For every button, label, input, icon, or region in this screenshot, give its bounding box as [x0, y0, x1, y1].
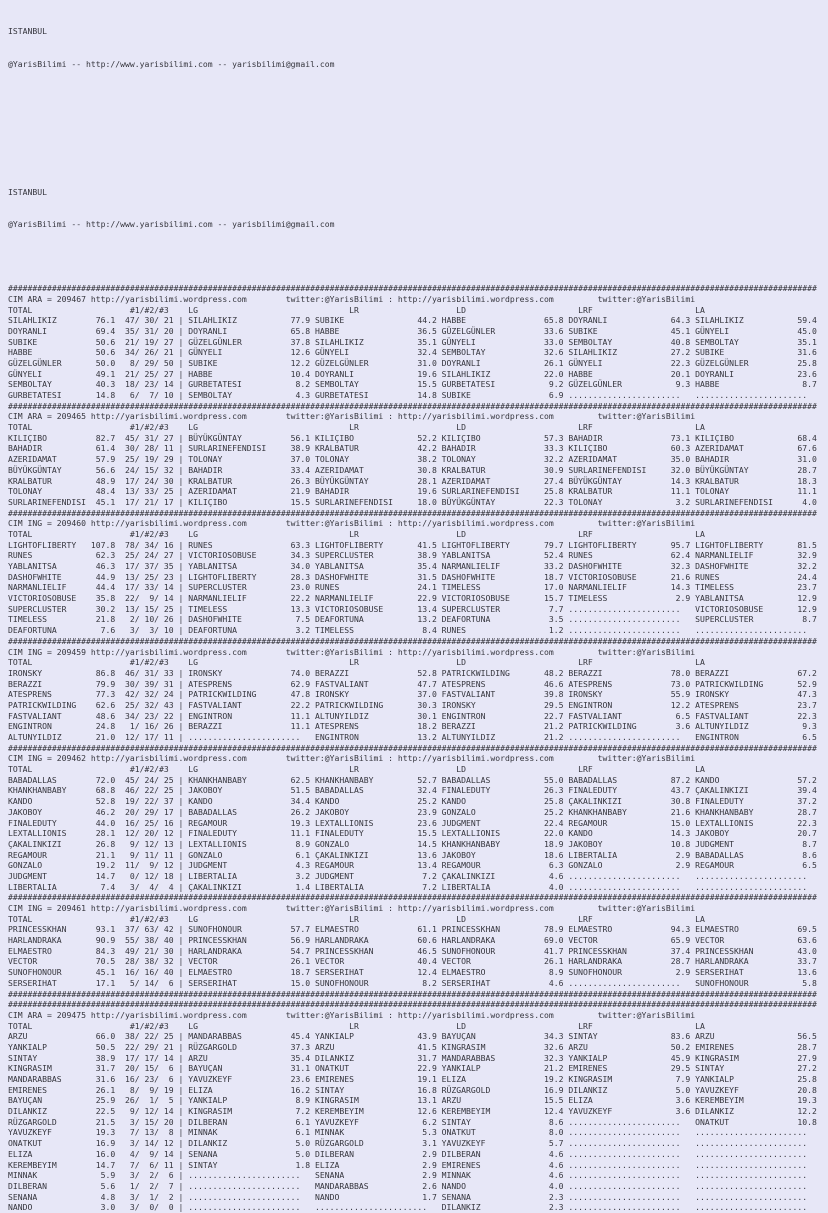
stats-row: YABLANITSA 46.3 17/ 37/ 35 | YABLANITSA 34.0 YABLANITSA 35.4 NARMANLIELIF 33.2 DASHOFWHITE 32.3 DASHOFWHITE 32.2 — [8, 561, 817, 572]
stats-row: MANDARABBAS 31.6 16/ 23/ 6 | YAVUZKEYF 23.6 EMIRENES 19.1 ELIZA 19.2 KINGRASIM 7.9 YANKIALP 25.8 — [8, 1074, 817, 1085]
stats-row: SUNOFHONOUR 45.1 16/ 16/ 40 | ELMAESTRO 18.7 SERSERIHAT 12.4 ELMAESTRO 8.9 SUNOFHONOUR 2.9 SERSERIHAT 13.6 — [8, 967, 817, 978]
block-header: CIM ING = 209462 http://yarisbilimi.wordpress.com twitter:@YarisBilimi : http://yarisbilimi.wordpress.com twitter:@YarisBilimi — [8, 753, 696, 764]
stats-row: RÜZGARGOLD 21.5 3/ 15/ 20 | DILBERAN 6.1 YAVUZKEYF 6.2 SINTAY 8.6 ....................... ONATKUT 10.8 — [8, 1116, 817, 1127]
stats-row: YAVUZKEYF 19.3 7/ 13/ 8 | MINNAK 6.1 MINNAK 5.3 ONATKUT 8.0 ....................... ....................... — [8, 1127, 808, 1138]
stats-row: BABADALLAS 72.0 45/ 24/ 25 | KHANKHANBABY 62.5 KHANKHANBABY 52.7 BABADALLAS 55.0 BABADALLAS 87.2 KANDO 57.2 — [8, 774, 817, 785]
stats-row: AZERIDAMAT 57.9 25/ 19/ 29 | TOLONAY 37.0 TOLONAY 38.2 TOLONAY 32.2 AZERIDAMAT 35.0 BAHADIR 31.0 — [8, 454, 817, 465]
stats-blocks — [8, 283, 828, 1213]
blank-line — [8, 123, 828, 134]
stats-row: KHANKHANBABY 68.8 46/ 22/ 25 | JAKOBOY 51.5 BABADALLAS 32.4 FINALEDUTY 26.3 FINALEDUTY 43.7 ÇAKALINKIZI 39.4 — [8, 785, 817, 796]
column-header-row: TOTAL #1/#2/#3 LG LR LD LRF LA — [8, 1020, 705, 1031]
stats-row: BÜYÜKGÜNTAY 56.6 24/ 15/ 32 | BAHADIR 33.4 AZERIDAMAT 30.8 KRALBATUR 30.9 SURLARINEFENDISI 32.0 BÜYÜKGÜNTAY 28.7 — [8, 464, 817, 475]
stats-row: ATESPRENS 77.3 42/ 32/ 24 | PATRICKWILDING 47.8 IRONSKY 37.0 FASTVALIANT 39.8 IRONSKY 55.9 IRONSKY 47.3 — [8, 689, 817, 700]
stats-row: PATRICKWILDING 62.6 25/ 32/ 43 | FASTVALIANT 22.2 PATRICKWILDING 30.3 IRONSKY 29.5 ENGINTRON 12.2 ATESPRENS 23.7 — [8, 699, 817, 710]
column-header-row: TOTAL #1/#2/#3 LG LR LD LRF LA — [8, 764, 705, 775]
stats-row: HABBE 50.6 34/ 26/ 21 | GÜNYELI 12.6 GÜNYELI 32.4 SEMBOLTAY 32.6 SILAHLIKIZ 27.2 SUBIKE 31.6 — [8, 347, 817, 358]
stats-row: KINGRASIM 31.7 20/ 15/ 6 | BAYUÇAN 31.1 ONATKUT 22.9 YANKIALP 21.2 EMIRENES 29.5 SINTAY 27.2 — [8, 1063, 817, 1074]
stats-row: FINALEDUTY 44.0 16/ 25/ 16 | REGAMOUR 19.3 LEXTALLIONIS 23.6 JUDGMENT 22.4 REGAMOUR 15.0 LEXTALLIONIS 22.3 — [8, 817, 817, 828]
stats-row: ARZU 66.0 38/ 22/ 25 | MANDARABBAS 45.4 YANKIALP 43.9 BAYUÇAN 34.3 SINTAY 83.6 ARZU 56.5 — [8, 1031, 817, 1042]
stats-row: KANDO 52.8 19/ 22/ 37 | KANDO 34.4 KANDO 25.2 KANDO 25.8 ÇAKALINKIZI 30.8 FINALEDUTY 37.2 — [8, 796, 817, 807]
stats-row: ENGINTRON 24.8 1/ 16/ 26 | BERAZZI 11.1 ATESPRENS 18.2 BERAZZI 21.2 PATRICKWILDING 3.6 ALTUNYILDIZ 9.3 — [8, 721, 817, 732]
stats-row: LIGHTOFLIBERTY 107.8 78/ 34/ 16 | RUNES 63.3 LIGHTOFLIBERTY 41.5 LIGHTOFLIBERTY 79.7 LIGHTOFLIBERTY 95.7 LIGHTOFLIBERTY 81.5 — [8, 539, 817, 550]
blank-line — [8, 155, 828, 166]
stats-row: DILANKIZ 22.5 9/ 12/ 14 | KINGRASIM 7.2 KEREMBEYIM 12.6 KEREMBEYIM 12.4 YAVUZKEYF 3.6 DILANKIZ 12.2 — [8, 1106, 817, 1117]
stats-row: KRALBATUR 48.9 17/ 24/ 30 | KRALBATUR 26.3 BÜYÜKGÜNTAY 28.1 AZERIDAMAT 27.4 BÜYÜKGÜNTAY 14.3 KRALBATUR 18.3 — [8, 475, 817, 486]
column-header-row: TOTAL #1/#2/#3 LG LR LD LRF LA — [8, 304, 705, 315]
stats-row: ALTUNYILDIZ 21.0 12/ 17/ 11 | ....................... ENGINTRON 13.2 ALTUNYILDIZ 21.2 ....................... ENGINTRON 6.5 — [8, 732, 817, 743]
block-header: CIM ING = 209460 http://yarisbilimi.wordpress.com twitter:@YarisBilimi : http://yarisbilimi.wordpress.com twitter:@YarisBilimi — [8, 518, 696, 529]
stats-row: GÜZELGÜNLER 50.0 8/ 29/ 50 | SUBIKE 12.2 GÜZELGÜNLER 31.0 DOYRANLI 26.1 GÜNYELI 22.3 GÜZELGÜNLER 25.8 — [8, 357, 817, 368]
stats-row: DOYRANLI 69.4 35/ 31/ 20 | DOYRANLI 65.8 HABBE 36.5 GÜZELGÜNLER 33.6 SUBIKE 45.1 GÜNYELI 45.0 — [8, 325, 817, 336]
blank-line — [8, 91, 828, 102]
stats-row: SURLARINEFENDISI 45.1 17/ 21/ 17 | KILIÇIBO 15.5 SURLARINEFENDISI 18.0 BÜYÜKGÜNTAY 22.3 TOLONAY 3.2 SURLARINEFENDISI 4.0 — [8, 496, 817, 507]
stats-row: SINTAY 38.9 17/ 17/ 14 | ARZU 35.4 DILANKIZ 31.7 MANDARABBAS 32.3 YANKIALP 45.9 KINGRASIM 27.9 — [8, 1052, 817, 1063]
stats-row: BAYUÇAN 25.9 26/ 1/ 5 | YANKIALP 8.9 KINGRASIM 13.1 ARZU 15.5 ELIZA 3.6 KEREMBEYIM 19.3 — [8, 1095, 817, 1106]
column-header-row: TOTAL #1/#2/#3 LG LR LD LRF LA — [8, 657, 705, 668]
contact-line: @YarisBilimi -- http://www.yarisbilimi.com -- yarisbilimi@gmail.com — [8, 218, 335, 229]
stats-row: TOLONAY 48.4 13/ 33/ 25 | AZERIDAMAT 21.9 BAHADIR 19.6 SURLARINEFENDISI 25.8 KRALBATUR 11.1 TOLONAY 11.1 — [8, 486, 817, 497]
stats-row: GURBETATESI 14.8 6/ 7/ 10 | SEMBOLTAY 4.3 GURBETATESI 14.8 SUBIKE 6.9 ....................... ....................... — [8, 390, 808, 401]
block-separator: ###################################################################################################################################################################### — [8, 988, 817, 999]
stats-row: NANDO 3.0 3/ 0/ 0 | ....................... ....................... DILANKIZ 2.3 ....................... ....................... — [8, 1202, 808, 1213]
stats-row: JAKOBOY 46.2 20/ 29/ 17 | BABADALLAS 26.2 JAKOBOY 23.9 GONZALO 25.2 KHANKHANBABY 21.6 KHANKHANBABY 28.7 — [8, 806, 817, 817]
stats-row: SUBIKE 50.6 21/ 19/ 27 | GÜZELGÜNLER 37.8 SILAHLIKIZ 35.1 GÜNYELI 33.0 SEMBOLTAY 40.8 SEMBOLTAY 35.1 — [8, 336, 817, 347]
stats-row: YANKIALP 50.5 22/ 29/ 21 | RÜZGARGOLD 37.3 ARZU 41.5 KINGRASIM 32.6 ARZU 50.2 EMIRENES 28.7 — [8, 1041, 817, 1052]
stats-row: GONZALO 19.2 11/ 9/ 12 | JUDGMENT 4.3 REGAMOUR 13.4 REGAMOUR 6.3 GONZALO 2.9 REGAMOUR 6.5 — [8, 860, 817, 871]
stats-row: SERSERIHAT 17.1 5/ 14/ 6 | SERSERIHAT 15.0 SUNOFHONOUR 8.2 SERSERIHAT 4.6 ....................... SUNOFHONOUR 5.8 — [8, 977, 817, 988]
contact-line: @YarisBilimi -- http://www.yarisbilimi.com -- yarisbilimi@gmail.com — [8, 58, 335, 69]
stats-row: SUPERCLUSTER 30.2 13/ 15/ 25 | TIMELESS 13.3 VICTORIOSOBUSE 13.4 SUPERCLUSTER 7.7 ....................... VICTORIOSOBUSE 12.9 — [8, 603, 817, 614]
block-separator: ###################################################################################################################################################################### — [8, 742, 817, 753]
stats-row: ONATKUT 16.9 3/ 14/ 12 | DILANKIZ 5.0 RÜZGARGOLD 3.1 YAVUZKEYF 5.7 ....................... ....................... — [8, 1138, 808, 1149]
stats-row: ELMAESTRO 84.3 49/ 21/ 30 | HARLANDRAKA 54.7 PRINCESSKHAN 46.5 SUNOFHONOUR 41.7 PRINCESSKHAN 37.4 PRINCESSKHAN 43.0 — [8, 945, 817, 956]
column-header-row: TOTAL #1/#2/#3 LG LR LD LRF LA — [8, 422, 705, 433]
stats-row: LEXTALLIONIS 28.1 12/ 20/ 12 | FINALEDUTY 11.1 FINALEDUTY 15.5 LEXTALLIONIS 22.0 KANDO 14.3 JAKOBOY 20.7 — [8, 828, 817, 839]
stats-row: SEMBOLTAY 40.3 18/ 23/ 14 | GURBETATESI 8.2 SEMBOLTAY 15.5 GURBETATESI 9.2 GÜZELGÜNLER 9.3 HABBE 8.7 — [8, 379, 817, 390]
stats-row: REGAMOUR 21.1 9/ 11/ 11 | GONZALO 6.1 ÇAKALINKIZI 13.6 JAKOBOY 18.6 LIBERTALIA 2.9 BABADALLAS 8.6 — [8, 849, 817, 860]
block-separator: ###################################################################################################################################################################### — [8, 892, 817, 903]
block-separator: ###################################################################################################################################################################### — [8, 999, 817, 1010]
stats-row: TIMELESS 21.8 2/ 10/ 26 | DASHOFWHITE 7.5 DEAFORTUNA 13.2 DEAFORTUNA 3.5 ....................... SUPERCLUSTER 8.7 — [8, 614, 817, 625]
city-title: ISTANBUL — [8, 26, 47, 37]
stats-row: MINNAK 5.9 3/ 2/ 6 | ....................... SENANA 2.9 MINNAK 4.6 ....................... ....................... — [8, 1170, 808, 1181]
block-header: CIM ING = 209459 http://yarisbilimi.wordpress.com twitter:@YarisBilimi : http://yarisbilimi.wordpress.com twitter:@YarisBilimi — [8, 646, 696, 657]
block-header: CIM ARA = 209475 http://yarisbilimi.wordpress.com twitter:@YarisBilimi : http://yarisbilimi.wordpress.com twitter:@YarisBilimi — [8, 1009, 696, 1020]
stats-row: DASHOFWHITE 44.9 13/ 25/ 23 | LIGHTOFLIBERTY 28.3 DASHOFWHITE 31.5 DASHOFWHITE 18.7 VICTORIOSOBUSE 21.6 RUNES 24.4 — [8, 571, 817, 582]
stats-row: BERAZZI 79.9 30/ 39/ 31 | ATESPRENS 62.9 FASTVALIANT 47.7 ATESPRENS 46.6 ATESPRENS 73.0 PATRICKWILDING 52.9 — [8, 678, 817, 689]
stats-row: EMIRENES 26.1 8/ 9/ 19 | ELIZA 16.2 SINTAY 16.8 RÜZGARGOLD 16.9 DILANKIZ 5.0 YAVUZKEYF 20.8 — [8, 1084, 817, 1095]
stats-row: ÇAKALINKIZI 26.8 9/ 12/ 13 | LEXTALLIONIS 8.9 GONZALO 14.5 KHANKHANBABY 18.9 JAKOBOY 10.8 JUDGMENT 8.7 — [8, 838, 817, 849]
stats-row: FASTVALIANT 48.6 34/ 23/ 22 | ENGINTRON 11.1 ALTUNYILDIZ 30.1 ENGINTRON 22.7 FASTVALIANT 6.5 FASTVALIANT 22.3 — [8, 710, 817, 721]
stats-row: IRONSKY 86.8 46/ 31/ 33 | IRONSKY 74.0 BERAZZI 52.8 PATRICKWILDING 48.2 BERAZZI 78.0 BERAZZI 67.2 — [8, 667, 817, 678]
block-header: CIM ARA = 209465 http://yarisbilimi.wordpress.com twitter:@YarisBilimi : http://yarisbilimi.wordpress.com twitter:@YarisBilimi — [8, 411, 696, 422]
city-title: ISTANBUL — [8, 186, 47, 197]
stats-row: RUNES 62.3 25/ 24/ 27 | VICTORIOSOBUSE 34.3 SUPERCLUSTER 38.9 YABLANITSA 52.4 RUNES 62.4 NARMANLIELIF 32.9 — [8, 550, 817, 561]
stats-row: KEREMBEYIM 14.7 7/ 6/ 11 | SINTAY 1.8 ELIZA 2.9 EMIRENES 4.6 ....................... ....................... — [8, 1159, 808, 1170]
stats-row: HARLANDRAKA 90.9 55/ 38/ 40 | PRINCESSKHAN 56.9 HARLANDRAKA 60.6 HARLANDRAKA 69.0 VECTOR 65.9 VECTOR 63.6 — [8, 935, 817, 946]
block-separator: ###################################################################################################################################################################### — [8, 635, 817, 646]
stats-row: DILBERAN 5.6 1/ 2/ 7 | ....................... MANDARABBAS 2.6 NANDO 4.0 ....................... ....................... — [8, 1180, 808, 1191]
column-header-row: TOTAL #1/#2/#3 LG LR LD LRF LA — [8, 913, 705, 924]
stats-row: ELIZA 16.0 4/ 9/ 14 | SENANA 5.0 DILBERAN 2.9 DILBERAN 4.6 ....................... ....................... — [8, 1148, 808, 1159]
stats-row: NARMANLIELIF 44.4 17/ 33/ 14 | SUPERCLUSTER 23.0 RUNES 24.1 TIMELESS 17.0 NARMANLIELIF 14.3 TIMELESS 23.7 — [8, 582, 817, 593]
stats-row: JUDGMENT 14.7 0/ 12/ 18 | LIBERTALIA 3.2 JUDGMENT 7.2 ÇAKALINKIZI 4.6 ....................... ....................... — [8, 870, 808, 881]
stats-row: GÜNYELI 49.1 21/ 25/ 27 | HABBE 10.4 DOYRANLI 19.6 SILAHLIKIZ 22.0 HABBE 20.1 DOYRANLI 23.6 — [8, 368, 817, 379]
stats-row: KILIÇIBO 82.7 45/ 31/ 27 | BÜYÜKGÜNTAY 56.1 KILIÇIBO 52.2 KILIÇIBO 57.3 BAHADIR 73.1 KILIÇIBO 68.4 — [8, 432, 817, 443]
stats-row: BAHADIR 61.4 30/ 28/ 11 | SURLARINEFENDISI 38.9 KRALBATUR 42.2 BAHADIR 33.3 KILIÇIBO 60.3 AZERIDAMAT 67.6 — [8, 443, 817, 454]
block-separator: ###################################################################################################################################################################### — [8, 400, 817, 411]
stats-row: SILAHLIKIZ 76.1 47/ 30/ 21 | SILAHLIKIZ 77.9 SUBIKE 44.2 HABBE 65.8 DOYRANLI 64.3 SILAHLIKIZ 59.4 — [8, 315, 817, 326]
block-header: CIM ARA = 209467 http://yarisbilimi.wordpress.com twitter:@YarisBilimi : http://yarisbilimi.wordpress.com twitter:@YarisBilimi — [8, 293, 696, 304]
block-separator: ###################################################################################################################################################################### — [8, 283, 817, 294]
column-header-row: TOTAL #1/#2/#3 LG LR LD LRF LA — [8, 528, 705, 539]
blank-line — [8, 251, 828, 262]
stats-row: LIBERTALIA 7.4 3/ 4/ 4 | ÇAKALINKIZI 1.4 LIBERTALIA 7.2 LIBERTALIA 4.0 ....................... ....................... — [8, 881, 808, 892]
stats-row: PRINCESSKHAN 93.1 37/ 63/ 42 | SUNOFHONOUR 57.7 ELMAESTRO 61.1 PRINCESSKHAN 78.9 ELMAESTRO 94.3 ELMAESTRO 69.5 — [8, 924, 817, 935]
block-separator: ###################################################################################################################################################################### — [8, 507, 817, 518]
stats-row: DEAFORTUNA 7.6 3/ 3/ 10 | DEAFORTUNA 3.2 TIMELESS 8.4 RUNES 1.2 ....................... ....................... — [8, 625, 808, 636]
stats-row: SENANA 4.8 3/ 1/ 2 | ....................... NANDO 1.7 SENANA 2.3 ....................... ....................... — [8, 1191, 808, 1202]
block-header: CIM ING = 209461 http://yarisbilimi.wordpress.com twitter:@YarisBilimi : http://yarisbilimi.wordpress.com twitter:@YarisBilimi — [8, 903, 696, 914]
stats-row: VICTORIOSOBUSE 35.8 22/ 9/ 14 | NARMANLIELIF 22.2 NARMANLIELIF 22.9 VICTORIOSOBUSE 15.7 TIMELESS 2.9 YABLANITSA 12.9 — [8, 593, 817, 604]
stats-row: VECTOR 70.5 28/ 38/ 32 | VECTOR 26.1 VECTOR 40.4 VECTOR 26.1 HARLANDRAKA 28.7 HARLANDRAKA 33.7 — [8, 956, 817, 967]
